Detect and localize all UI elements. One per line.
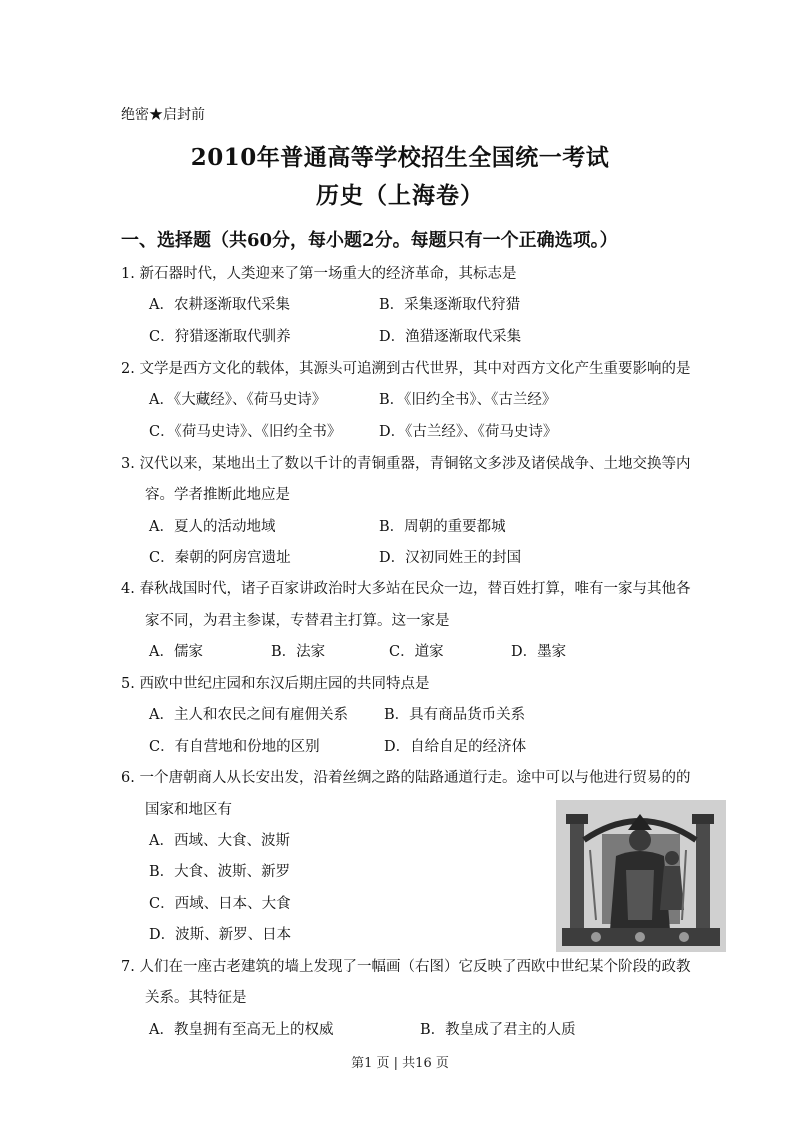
medieval-painting-image bbox=[556, 800, 726, 952]
page-footer: 第1 页 | 共16 页 bbox=[351, 1056, 449, 1071]
question-1-option-c: C．狩猎逐渐取代驯养 bbox=[149, 329, 291, 345]
question-1-option-d: D．渔猎逐渐取代采集 bbox=[379, 329, 522, 345]
question-7-stem-line-2: 关系。其特征是 bbox=[145, 990, 247, 1006]
question-7-option-a: A．教皇拥有至高无上的权威 bbox=[149, 1022, 334, 1038]
question-6-option-c: C．西域、日本、大食 bbox=[149, 896, 291, 912]
question-5-option-a: A．主人和农民之间有雇佣关系 bbox=[149, 707, 348, 723]
exam-title: 2010年普通高等学校招生全国统一考试 bbox=[190, 144, 610, 171]
question-2-option-a: A．《大藏经》、《荷马史诗》 bbox=[149, 392, 327, 408]
question-6-stem-line-2: 国家和地区有 bbox=[145, 802, 232, 818]
question-6-option-d: D．波斯、新罗、日本 bbox=[149, 927, 292, 943]
question-4-stem-line-1: 4. 春秋战国时代，诸子百家讲政治时大多站在民众一边，替百姓打算，唯有一家与其他各 bbox=[121, 581, 691, 597]
question-3-option-d: D．汉初同姓王的封国 bbox=[379, 550, 522, 566]
question-4-option-b: B．法家 bbox=[271, 644, 326, 660]
question-2-option-b: B．《旧约全书》、《古兰经》 bbox=[379, 392, 557, 408]
question-4-option-c: C．道家 bbox=[389, 644, 444, 660]
question-7-option-b: B．教皇成了君主的人质 bbox=[420, 1022, 576, 1038]
exam-subtitle: 历史（上海卷） bbox=[316, 182, 484, 209]
question-6-option-b: B．大食、波斯、新罗 bbox=[149, 864, 291, 880]
question-1-option-b: B．采集逐渐取代狩猎 bbox=[379, 297, 521, 313]
question-4-option-d: D．墨家 bbox=[511, 644, 567, 660]
question-3-option-b: B．周朝的重要都城 bbox=[379, 519, 506, 535]
question-4-stem-line-2: 家不同，为君主参谋，专替君主打算。这一家是 bbox=[145, 613, 450, 629]
question-3-option-a: A．夏人的活动地域 bbox=[149, 519, 276, 535]
question-1-option-a: A．农耕逐渐取代采集 bbox=[149, 297, 290, 313]
confidential-mark: 绝密★启封前 bbox=[121, 107, 205, 123]
question-2-option-c: C．《荷马史诗》、《旧约全书》 bbox=[149, 424, 342, 440]
question-6-option-a: A．西域、大食、波斯 bbox=[149, 833, 290, 849]
question-1-stem: 1. 新石器时代，人类迎来了第一场重大的经济革命，其标志是 bbox=[121, 266, 517, 282]
question-5-option-b: B．具有商品货币关系 bbox=[384, 707, 526, 723]
question-4-option-a: A．儒家 bbox=[149, 644, 203, 660]
question-2-stem: 2. 文学是西方文化的载体，其源头可追溯到古代世界，其中对西方文化产生重要影响的是 bbox=[121, 361, 691, 377]
question-7-stem-line-1: 7. 人们在一座古老建筑的墙上发现了一幅画（右图）它反映了西欧中世纪某个阶段的政教 bbox=[121, 959, 691, 975]
question-5-option-d: D．自给自足的经济体 bbox=[384, 739, 527, 755]
section-heading: 一、选择题（共60分，每小题2分。每题只有一个正确选项。） bbox=[121, 230, 618, 251]
question-3-stem-line-1: 3. 汉代以来，某地出土了数以千计的青铜重器，青铜铭文多涉及诸侯战争、土地交换等内 bbox=[121, 456, 691, 472]
question-5-option-c: C．有自营地和份地的区别 bbox=[149, 739, 320, 755]
question-3-option-c: C．秦朝的阿房宫遗址 bbox=[149, 550, 291, 566]
question-2-option-d: D．《古兰经》、《荷马史诗》 bbox=[379, 424, 558, 440]
question-5-stem: 5. 西欧中世纪庄园和东汉后期庄园的共同特点是 bbox=[121, 676, 430, 692]
question-3-stem-line-2: 容。学者推断此地应是 bbox=[145, 487, 290, 503]
question-6-stem-line-1: 6. 一个唐朝商人从长安出发，沿着丝绸之路的陆路通道行走。途中可以与他进行贸易的的 bbox=[121, 770, 691, 786]
